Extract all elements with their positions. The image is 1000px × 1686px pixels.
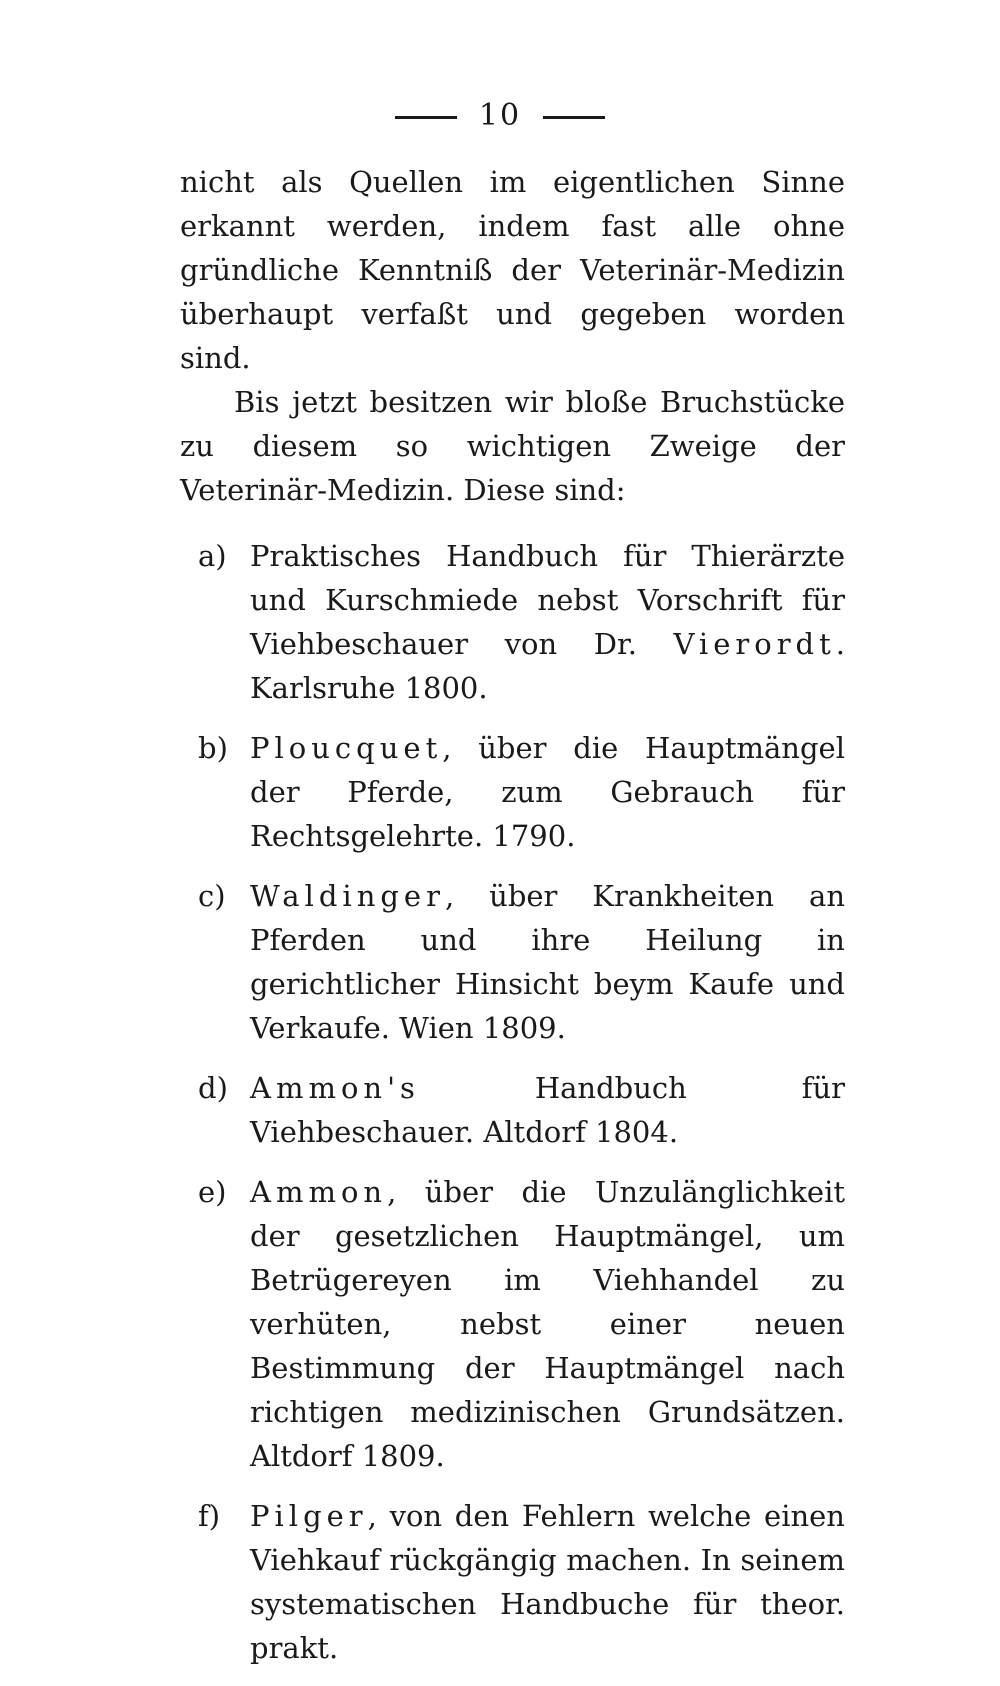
item-post: , von den Fehlern welche einen Viehkauf rückgängig machen. In seinem systematischen Handbuche für theor. prakt. (250, 1499, 845, 1665)
list-item (180, 1066, 845, 1154)
item-label: f) (198, 1499, 221, 1533)
item-text (250, 1494, 845, 1670)
item-label: c) (198, 879, 226, 913)
author-name: Ploucquet (250, 731, 443, 765)
item-label: a) (198, 539, 227, 573)
author-name: Waldinger (250, 879, 445, 913)
author-name: Ammon's (250, 1071, 420, 1105)
item-text (250, 1170, 845, 1478)
reference-list (180, 534, 845, 1670)
header-dash-right (543, 116, 605, 119)
page-header (0, 98, 1000, 133)
item-text (250, 726, 845, 858)
item-label: b) (198, 731, 228, 765)
item-post: , über Krankheiten an Pferden und ihre Heilung in gerichtlicher Hinsicht beym Kaufe und Verkaufe. Wien 1809. (250, 879, 845, 1045)
list-item (180, 726, 845, 858)
item-text (250, 874, 845, 1050)
author-name: Pilger (250, 1499, 368, 1533)
list-item (180, 1170, 845, 1478)
item-post: , über die Unzulänglichkeit der gesetzlichen Hauptmängel, um Betrügereyen im Viehhandel zu verhüten, nebst einer neuen Bestimmung der Hauptmängel nach richtigen medizinischen Grundsätzen. Altdorf 1809. (250, 1175, 845, 1473)
paragraph-intro: Bis jetzt besitzen wir bloße Bruchstücke zu diesem so wichtigen Zweige der Veterinär-Medizin. Diese sind: (180, 385, 845, 507)
item-post: . Karlsruhe 1800. (250, 627, 845, 705)
list-item (180, 874, 845, 1050)
page-number: 10 (478, 98, 522, 133)
item-label: d) (198, 1071, 228, 1105)
list-item (180, 534, 845, 710)
author-name: Vierordt (673, 627, 836, 661)
item-text (250, 1066, 845, 1154)
paragraph-continued: nicht als Quellen im eigentlichen Sinne erkannt werden, indem fast alle ohne gründliche Kenntniß der Veterinär-Medizin überhaupt verfaßt und gegeben worden sind. (180, 165, 845, 375)
item-post: , über die Hauptmängel der Pferde, zum Gebrauch für Rechtsgelehrte. 1790. (250, 731, 845, 853)
item-post: Handbuch für Viehbeschauer. Altdorf 1804. (250, 1071, 845, 1149)
author-name: Ammon (250, 1175, 388, 1209)
list-item (180, 1494, 845, 1670)
item-label: e) (198, 1175, 227, 1209)
header-dash-left (395, 116, 457, 119)
item-text (250, 534, 845, 710)
page-body (180, 160, 845, 1686)
item-pre: Praktisches Handbuch für Thierärzte und Kurschmiede nebst Vorschrift für Viehbeschauer von Dr. (250, 539, 845, 661)
